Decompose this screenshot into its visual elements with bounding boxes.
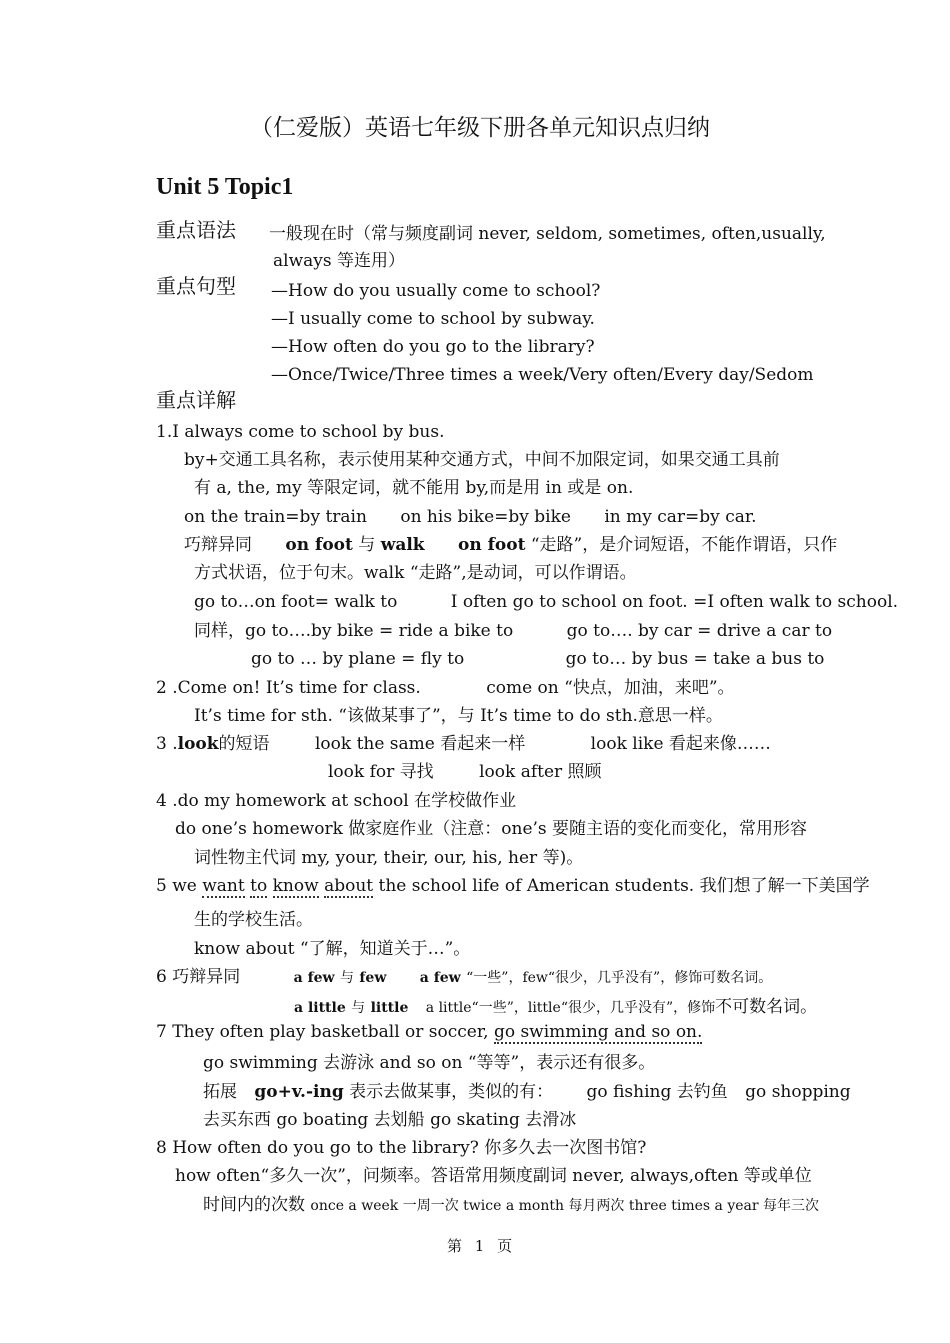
point-6-heading — [156, 966, 772, 989]
explanation: come on “快点，加油，来吧”。 — [486, 678, 735, 698]
keyword: a few — [419, 970, 461, 986]
phrase: look like 看起来像…… — [590, 734, 771, 754]
text: the school life of American students. 我们想了解一下美国学 — [373, 876, 870, 896]
connector: 与 — [358, 535, 376, 555]
keyword: look — [177, 734, 219, 754]
text: 5 we — [156, 876, 203, 896]
page-footer — [447, 1235, 512, 1257]
point-1-examples — [194, 591, 898, 613]
point-1-examples — [251, 648, 824, 670]
compare-label: 巧辩异同 — [184, 535, 252, 555]
point-1-examples — [184, 506, 757, 528]
sentence-item: —Once/Twice/Three times a week/Very often/Every day/Sedom — [271, 365, 814, 385]
text: 7 They often play basketball or soccer, — [156, 1022, 494, 1042]
underlined-word: about — [324, 876, 374, 896]
point-8-text — [203, 1194, 819, 1217]
phrase: go shopping — [745, 1082, 851, 1102]
point-1-text: 有 a, the, my 等限定词，就不能用 by,而是用 in 或是 on. — [194, 478, 634, 498]
point-5-heading — [156, 875, 870, 897]
keyword: a few — [293, 970, 335, 986]
point-4-text: 词性物主代词 my, your, their, our, his, her 等)。 — [194, 848, 584, 868]
page-number: 1 — [474, 1237, 485, 1255]
sentence-item: —I usually come to school by subway. — [271, 309, 595, 329]
label: 的短语 — [218, 734, 270, 754]
example: go to… by bus = take a bus to — [565, 649, 825, 669]
grammar-label: 重点语法 — [156, 218, 236, 242]
sentences-label: 重点句型 — [156, 274, 236, 298]
point-7-text: 去买东西 go boating 去划船 go skating 去滑冰 — [203, 1110, 577, 1130]
point-5-text: know about “了解，知道关于…”。 — [194, 939, 471, 959]
point-1-text: by+交通工具名称，表示使用某种交通方式，中间不加限定词，如果交通工具前 — [184, 450, 780, 470]
unit-heading: Unit 5 Topic1 — [156, 174, 294, 200]
label: 6 巧辩异同 — [156, 967, 241, 987]
point-7-heading — [156, 1021, 702, 1043]
point-3-phrases — [328, 761, 602, 783]
sentence-item: —How often do you go to the library? — [271, 337, 595, 357]
point-4-heading: 4 .do my homework at school 在学校做作业 — [156, 791, 517, 811]
point-6-line-2 — [294, 996, 817, 1019]
phrase: look after 照顾 — [479, 762, 602, 782]
point-1-compare — [184, 534, 837, 556]
keyword: a little — [294, 1000, 346, 1016]
explanation: 不可数名词。 — [715, 997, 818, 1017]
point-1-text: 方式状语，位于句末。walk “走路”,是动词，可以作谓语。 — [194, 563, 637, 583]
phrase: look the same 看起来一样 — [314, 734, 526, 754]
example: on his bike=by bike — [400, 507, 571, 527]
point-7-text: go swimming 去游泳 and so on “等等”，表示还有很多。 — [203, 1053, 656, 1073]
connector: 与 — [351, 1000, 366, 1016]
connector: 与 — [339, 970, 354, 986]
point-2-heading — [156, 677, 735, 699]
footer-prefix: 第 — [447, 1237, 463, 1255]
keyword: walk — [380, 535, 425, 555]
keyword: go+v.-ing — [254, 1082, 344, 1102]
point-5-text: 生的学校生活。 — [194, 910, 313, 930]
sentence: 2 .Come on! It’s time for class. — [156, 678, 421, 698]
example: go to…on foot= walk to — [194, 592, 398, 612]
details-label: 重点详解 — [156, 388, 236, 412]
underlined-word: to — [250, 876, 268, 896]
keyword: on foot — [285, 535, 353, 555]
point-7-extension — [203, 1081, 851, 1103]
explanation: “走路”，是介词短语，不能作谓语，只作 — [530, 535, 838, 555]
text: 表示去做某事，类似的有： — [349, 1082, 554, 1102]
footer-suffix: 页 — [497, 1237, 513, 1255]
point-2-text: It’s time for sth. “该做某事了”，与 It’s time to do sth.意思一样。 — [194, 706, 723, 726]
text: 时间内的次数 — [203, 1195, 305, 1215]
point-8-heading: 8 How often do you go to the library? 你多久去一次图书馆? — [156, 1138, 647, 1158]
keyword: few — [359, 970, 387, 986]
point-1-examples — [194, 620, 832, 642]
examples: once a week 一周一次 twice a month 每月两次 three times a year 每年三次 — [310, 1198, 820, 1214]
page-title: （仁爱版）英语七年级下册各单元知识点归纳 — [250, 115, 710, 141]
point-1-heading: 1.I always come to school by bus. — [156, 422, 445, 442]
example: go to…. by car = drive a car to — [566, 621, 833, 641]
underlined-word: want — [202, 876, 245, 896]
example: go to … by plane = fly to — [251, 649, 465, 669]
point-4-text: do one’s homework 做家庭作业（注意：one’s 要随主语的变化而变化，常用形容 — [175, 819, 808, 839]
keyword: on foot — [457, 535, 526, 555]
phrase: go fishing 去钓鱼 — [586, 1082, 728, 1102]
example: in my car=by car. — [604, 507, 757, 527]
underlined-word: know — [272, 876, 319, 896]
number: 3 . — [156, 734, 178, 754]
keyword: little — [370, 1000, 409, 1016]
point-8-text: how often“多久一次”，问频率。答语常用频度副词 never, always,often 等或单位 — [175, 1166, 812, 1186]
example: on the train=by train — [184, 507, 367, 527]
grammar-line-1: 一般现在时（常与频度副词 never, seldom, sometimes, often,usually, — [269, 224, 826, 244]
explanation: “一些”，few“很少，几乎没有”，修饰可数名词。 — [466, 970, 773, 986]
example: I often go to school on foot. =I often walk to school. — [450, 592, 899, 612]
example: 同样，go to….by bike = ride a bike to — [194, 621, 514, 641]
sentence-item: —How do you usually come to school? — [271, 281, 601, 301]
point-3-heading — [156, 733, 771, 755]
explanation: a little“一些”，little“很少，几乎没有”，修饰 — [425, 1000, 716, 1016]
underlined-phrase: go swimming and so on. — [493, 1022, 703, 1042]
grammar-line-2: always 等连用） — [273, 251, 405, 271]
phrase: look for 寻找 — [328, 762, 434, 782]
label: 拓展 — [203, 1082, 237, 1102]
